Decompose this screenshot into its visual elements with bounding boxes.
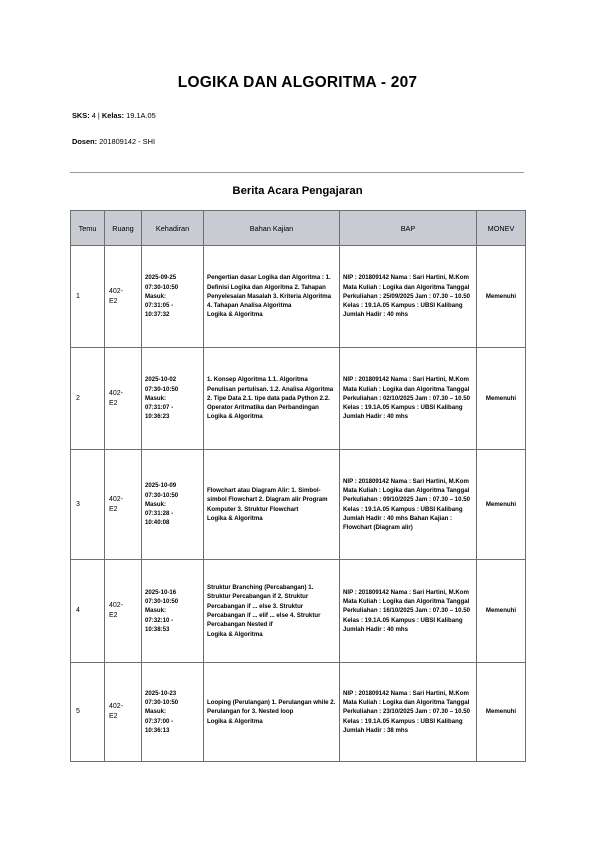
table-row [71, 450, 526, 560]
cell-kehadiran: 2025-10-09 07:30-10:50 Masuk: 07:31:28 - 10:40:08 [142, 450, 204, 560]
sks-value: 4 [91, 111, 96, 120]
cell-monev: Memenuhi [477, 450, 526, 560]
cell-temu: 3 [71, 450, 105, 560]
cell-bap: NIP : 201809142 Nama : Sari Hartini, M.Kom Mata Kuliah : Logika dan Algoritma Tanggal Perkuliahan : 16/10/2025 Jam : 07.30 – 10.50 Kelas : 19.1A.05 Kampus : UBSI Kalibang Jumlah Hadir : 40 mhs [340, 560, 477, 663]
cell-monev: Memenuhi [477, 348, 526, 450]
course-info [72, 111, 156, 120]
cell-monev: Memenuhi [477, 560, 526, 663]
cell-temu: 2 [71, 348, 105, 450]
dosen-label: Dosen: [72, 137, 98, 146]
teaching-report-table [70, 210, 526, 762]
cell-bahan-kajian: 1. Konsep Algoritma 1.1. Algoritma Penulisan pertulisan. 1.2. Analisa Algoritma 2. Tipe Data 2.1. tipe data pada Python 2.2. Operator Aritmatika dan Perbandingan Logika & Algoritma [204, 348, 340, 450]
col-header-monev: MONEV [477, 211, 526, 246]
lecturer-info [72, 137, 155, 146]
dosen-value: 201809142 - SHI [99, 137, 156, 146]
cell-monev: Memenuhi [477, 663, 526, 762]
cell-temu: 4 [71, 560, 105, 663]
col-header-kehadiran: Kehadiran [142, 211, 204, 246]
table-header-row [71, 211, 526, 246]
cell-bahan-kajian: Struktur Branching (Percabangan) 1. Struktur Percabangan if 2. Struktur Percabangan if ... else 3. Struktur Percabangan if ... elif ... else 4. Struktur Percabangan Nested if Logika & Algoritma [204, 560, 340, 663]
cell-kehadiran: 2025-09-25 07:30-10:50 Masuk: 07:31:05 - 10:37:32 [142, 246, 204, 348]
cell-bap: NIP : 201809142 Nama : Sari Hartini, M.Kom Mata Kuliah : Logika dan Algoritma Tanggal Perkuliahan : 25/09/2025 Jam : 07.30 – 10.50 Kelas : 19.1A.05 Kampus : UBSI Kalibang Jumlah Hadir : 40 mhs [340, 246, 477, 348]
cell-bahan-kajian: Looping (Perulangan) 1. Perulangan while 2. Perulangan for 3. Nested loop Logika & Algoritma [204, 663, 340, 762]
cell-bahan-kajian: Flowchart atau Diagram Alir: 1. Simbol-simbol Flowchart 2. Diagram alir Program Komputer 3. Struktur Flowchart Logika & Algoritma [204, 450, 340, 560]
col-header-temu: Temu [71, 211, 105, 246]
col-header-bap: BAP [340, 211, 477, 246]
col-header-ruang: Ruang [105, 211, 142, 246]
cell-kehadiran: 2025-10-02 07:30-10:50 Masuk: 07:31:07 - 10:36:23 [142, 348, 204, 450]
table-row [71, 246, 526, 348]
cell-ruang: 402- E2 [105, 560, 142, 663]
cell-kehadiran: 2025-10-16 07:30-10:50 Masuk: 07:32:10 - 10:38:53 [142, 560, 204, 663]
cell-ruang: 402- E2 [105, 450, 142, 560]
table-row [71, 663, 526, 762]
cell-bap: NIP : 201809142 Nama : Sari Hartini, M.Kom Mata Kuliah : Logika dan Algoritma Tanggal Perkuliahan : 09/10/2025 Jam : 07.30 – 10.50 Kelas : 19.1A.05 Kampus : UBSI Kalibang Jumlah Hadir : 40 mhs Bahan Kajian : Flowchart (Diagram alir) [340, 450, 477, 560]
cell-temu: 1 [71, 246, 105, 348]
separator: | [97, 111, 100, 120]
cell-monev: Memenuhi [477, 246, 526, 348]
cell-ruang: 402- E2 [105, 348, 142, 450]
cell-bap: NIP : 201809142 Nama : Sari Hartini, M.Kom Mata Kuliah : Logika dan Algoritma Tanggal Perkuliahan : 23/10/2025 Jam : 07.30 – 10.50 Kelas : 19.1A.05 Kampus : UBSI Kalibang Jumlah Hadir : 38 mhs [340, 663, 477, 762]
page-title: LOGIKA DAN ALGORITMA - 207 [177, 74, 418, 91]
cell-bahan-kajian: Pengertian dasar Logika dan Algoritma : 1. Definisi Logika dan Algoritma 2. Tahapan Penyelesaian Masalah 3. Kriteria Algoritma 4. Tahapan Analisa Algoritma Logika & Algoritma [204, 246, 340, 348]
section-title: Berita Acara Pengajaran [232, 185, 363, 197]
cell-ruang: 402- E2 [105, 663, 142, 762]
cell-kehadiran: 2025-10-23 07:30-10:50 Masuk: 07:37:00 - 10:36:13 [142, 663, 204, 762]
divider [70, 172, 524, 173]
kelas-label: Kelas: [101, 111, 125, 120]
sks-label: SKS: [72, 111, 90, 120]
cell-temu: 5 [71, 663, 105, 762]
cell-ruang: 402- E2 [105, 246, 142, 348]
cell-bap: NIP : 201809142 Nama : Sari Hartini, M.Kom Mata Kuliah : Logika dan Algoritma Tanggal Perkuliahan : 02/10/2025 Jam : 07.30 – 10.50 Kelas : 19.1A.05 Kampus : UBSI Kalibang Jumlah Hadir : 40 mhs [340, 348, 477, 450]
table-row [71, 348, 526, 450]
col-header-bahan-kajian: Bahan Kajian [204, 211, 340, 246]
table-row [71, 560, 526, 663]
kelas-value: 19.1A.05 [126, 111, 156, 120]
